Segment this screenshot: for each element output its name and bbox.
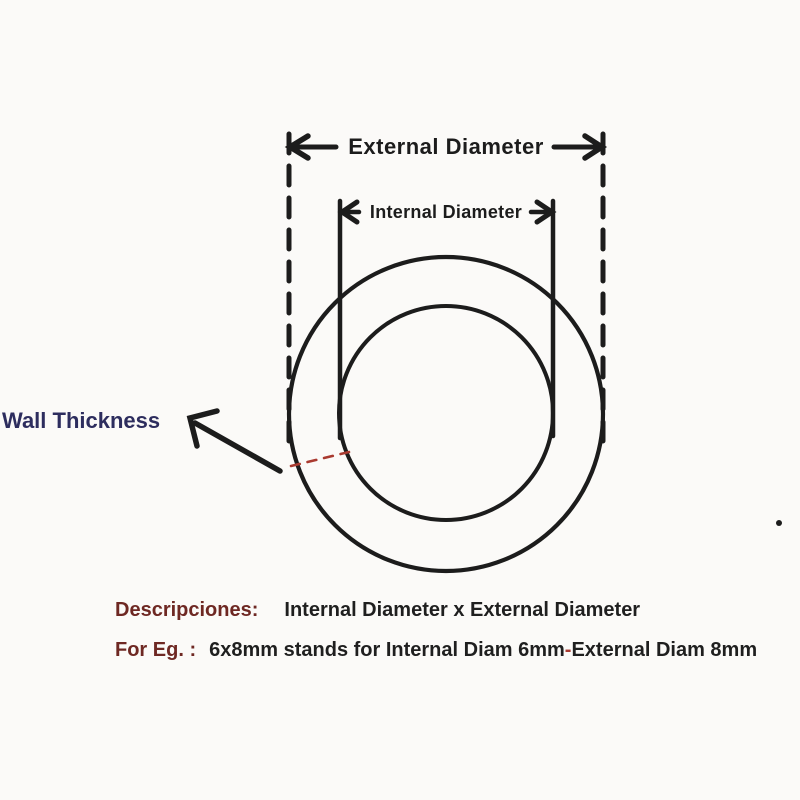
wall-thickness-label: Wall Thickness — [2, 408, 161, 433]
example-line — [115, 638, 757, 662]
wall-thickness-arrow-shaft — [195, 423, 280, 471]
inner-circle — [339, 306, 553, 520]
external-diameter-label: External Diameter — [348, 134, 544, 159]
description-text: Internal Diameter x External Diameter — [284, 599, 641, 621]
description-label: Descripciones: — [115, 599, 259, 621]
speck-dot — [776, 520, 782, 526]
description-line — [115, 598, 640, 622]
example-separator: - — [564, 639, 572, 661]
example-label: For Eg. : — [115, 639, 197, 661]
wall-thickness-mark — [291, 452, 349, 466]
example-text-after: External Diam 8mm — [571, 639, 758, 661]
example-text-before: 6x8mm stands for Internal Diam 6mm — [209, 639, 565, 661]
internal-diameter-label: Internal Diameter — [369, 202, 523, 222]
